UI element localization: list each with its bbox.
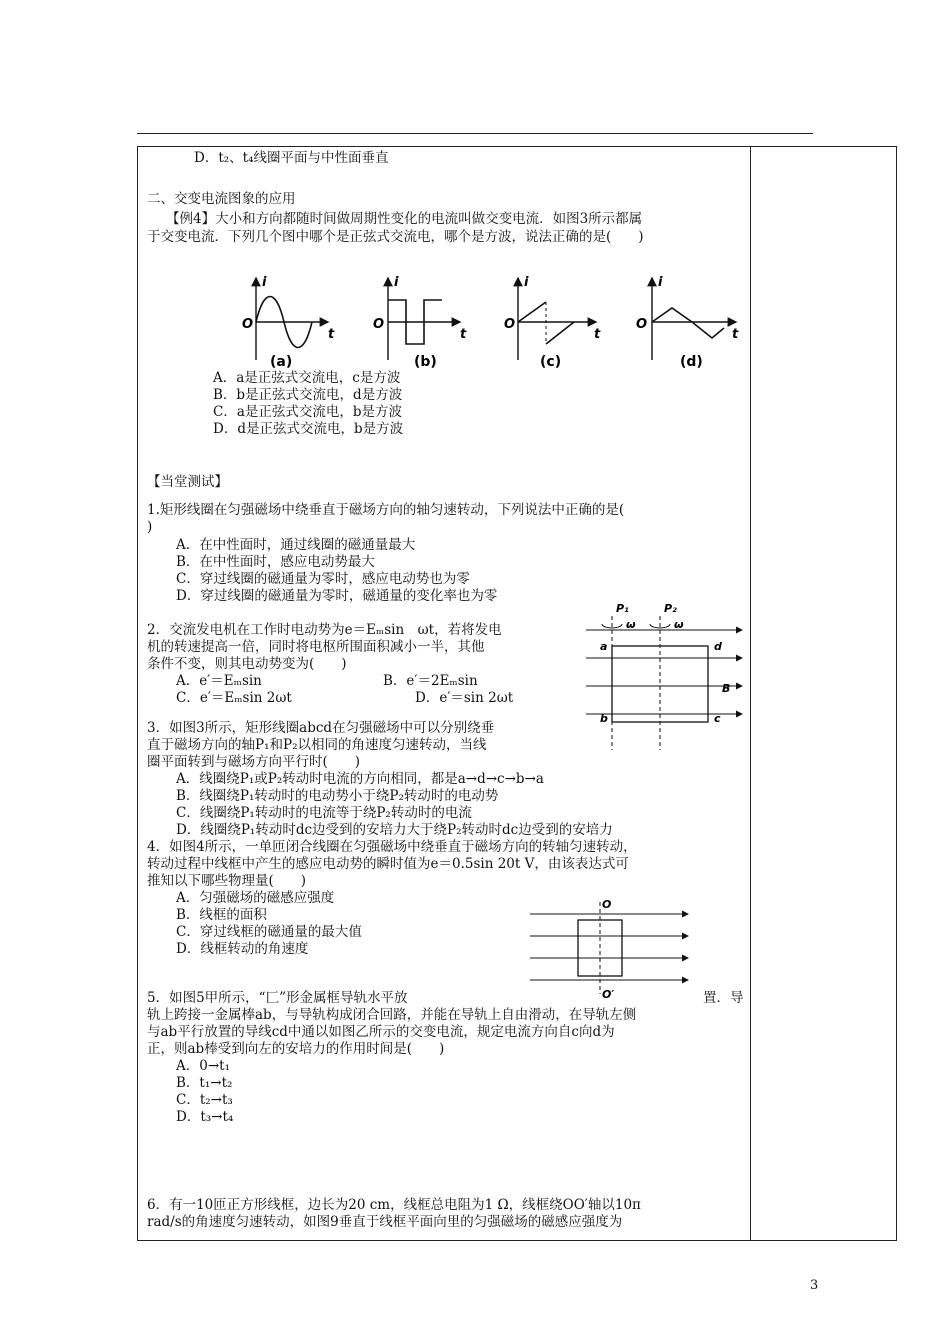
graph-d-caption: (d) (680, 354, 703, 370)
graph-b (388, 278, 460, 360)
q4-option-a: A．匀强磁场的磁感应强度 (176, 890, 335, 906)
graph-a (256, 278, 328, 360)
graph-d-origin: O (636, 317, 648, 332)
graph-d (652, 278, 736, 360)
q3-line1: 3．如图3所示，矩形线圈abcd在匀强磁场中可以分别绕垂 (147, 720, 495, 736)
corner-d: d (714, 640, 722, 653)
q3-option-b: B．线圈绕P₁转动时的电动势小于绕P₂转动时的电动势 (176, 788, 499, 804)
q4-option-c: C．穿过线框的磁通量的最大值 (176, 924, 362, 940)
q1-option-a: A．在中性面时，通过线圈的磁通量最大 (176, 537, 416, 553)
q5-option-c: C．t₂→t₃ (176, 1092, 233, 1108)
q6-line2: rad/s的角速度匀速转动，如图9垂直于线框平面向里的匀强磁场的磁感应强度为 (147, 1214, 623, 1230)
corner-c: c (714, 712, 721, 725)
example4-line2: 于交变电流．下列几个图中哪个是正弦式交流电，哪个是方波，说法正确的是( ) (147, 229, 644, 245)
omega-label-1: ω (626, 618, 636, 631)
q3-line3: 圈平面转到与磁场方向平行时( ) (147, 754, 361, 770)
example4-line1: 【例4】大小和方向都随时间做周期性变化的电流叫做交变电流．如图3所示都属 (166, 211, 643, 227)
corner-a: a (600, 640, 608, 653)
ex4-option-c: C．a是正弦式交流电，b是方波 (213, 404, 403, 420)
header-rule (137, 133, 813, 134)
graph-c (518, 278, 596, 360)
ex4-option-a: A．a是正弦式交流电，c是方波 (213, 370, 401, 386)
graph-d-i-label: i (658, 275, 663, 290)
graph-d-t-label: t (732, 327, 739, 342)
q2-line1: 2．交流发电机在工作时电动势为e＝Eₘsin ωt，若将发电 (147, 622, 502, 638)
q4-line3: 推知以下哪些物理量( ) (147, 873, 307, 889)
page-number: 3 (810, 1278, 819, 1293)
q5-option-a: A．0→t₁ (176, 1058, 230, 1074)
q1-line2: ) (147, 519, 153, 535)
graph-a-i-label: i (262, 275, 267, 290)
graph-c-i-label: i (524, 275, 529, 290)
notes-column (749, 146, 897, 1241)
q5-option-b: B．t₁→t₂ (176, 1075, 233, 1091)
omega-label-2: ω (674, 618, 684, 631)
graph-c-origin: O (504, 317, 516, 332)
graph-c-t-label: t (594, 327, 601, 342)
current-graphs-figure (228, 272, 748, 372)
axis-o-top: O (602, 898, 612, 911)
q4-option-d: D．线框转动的角速度 (176, 941, 309, 957)
graph-c-caption: (c) (540, 354, 562, 370)
q2-option-d: D．e′＝sin 2ωt (415, 690, 514, 706)
q3-line2: 直于磁场方向的轴P₁和P₂以相同的角速度匀速转动，当线 (147, 737, 487, 753)
graph-b-t-label: t (460, 327, 467, 342)
q5-line3: 与ab平行放置的导线cd中通以如图乙所示的交变电流，规定电流方向自c向d为 (147, 1024, 615, 1040)
q4-line1: 4．如图4所示，一单匝闭合线圈在匀强磁场中绕垂直于磁场方向的转轴匀速转动， (147, 839, 637, 855)
graph-a-t-label: t (328, 327, 335, 342)
q5-line1b: 置．导 (703, 990, 744, 1006)
rotating-frame-figure (528, 896, 692, 1000)
graph-a-caption: (a) (270, 354, 293, 370)
q2-line2: 机的转速提高一倍，同时将电枢所围面积减小一半，其他 (147, 639, 485, 655)
p2-label: P₂ (664, 602, 677, 615)
corner-b: b (600, 712, 608, 725)
coil-rotation-figure (582, 600, 746, 752)
q5-line1a: 5．如图5甲所示，“匚”形金属框导轨水平放 (147, 990, 408, 1006)
graph-a-origin: O (242, 317, 254, 332)
field-b-label: B (722, 682, 731, 695)
q3-option-a: A．线圈绕P₁或P₂转动时电流的方向相同，都是a→d→c→b→a (176, 771, 544, 787)
q3-option-d: D．线圈绕P₁转动时dc边受到的安培力大于绕P₂转动时dc边受到的安培力 (176, 822, 613, 838)
q1-option-d: D．穿过线圈的磁通量为零时，磁通量的变化率也为零 (176, 588, 498, 604)
q6-line1: 6．有一10匝正方形线框，边长为20 cm，线框总电阻为1 Ω，线框绕OO′轴以10π (147, 1197, 641, 1213)
graph-b-caption: (b) (414, 354, 437, 370)
graph-b-i-label: i (394, 275, 399, 290)
graph-b-origin: O (373, 317, 385, 332)
q3-option-c: C．线圈绕P₁转动时的电流等于绕P₂转动时的电流 (176, 805, 472, 821)
q1-option-c: C．穿过线圈的磁通量为零时，感应电动势也为零 (176, 571, 470, 587)
q5-option-d: D．t₃→t₄ (176, 1109, 234, 1125)
q2-option-b: B．e′＝2Eₘsin (383, 673, 478, 689)
prev-option-d: D．t₂、t₄线圈平面与中性面垂直 (194, 150, 389, 166)
q2-line3: 条件不变，则其电动势变为( ) (147, 656, 347, 672)
q1-line1: 1.矩形线圈在匀强磁场中绕垂直于磁场方向的轴匀速转动，下列说法中正确的是( (147, 502, 625, 518)
q4-option-b: B．线框的面积 (176, 907, 267, 923)
q5-line4: 正，则ab棒受到向左的安培力的作用时间是( ) (147, 1041, 445, 1057)
test-heading: 【当堂测试】 (147, 474, 228, 490)
ex4-option-d: D．d是正弦式交流电，b是方波 (213, 421, 404, 437)
section-heading: 二、交变电流图象的应用 (147, 191, 296, 207)
q4-line2: 转动过程中线框中产生的感应电动势的瞬时值为e＝0.5sin 20t V，由该表达式可 (147, 856, 629, 872)
q5-line2: 轨上跨接一金属棒ab，与导轨构成闭合回路，并能在导轨上自由滑动，在导轨左侧 (147, 1007, 637, 1023)
axis-o-bottom: O′ (602, 988, 615, 1000)
p1-label: P₁ (616, 602, 629, 615)
q2-option-a: A．e′＝Eₘsin (176, 673, 262, 689)
q1-option-b: B．在中性面时，感应电动势最大 (176, 554, 375, 570)
ex4-option-b: B．b是正弦式交流电，d是方波 (213, 387, 403, 403)
q2-option-c: C．e′＝Eₘsin 2ωt (176, 690, 292, 706)
